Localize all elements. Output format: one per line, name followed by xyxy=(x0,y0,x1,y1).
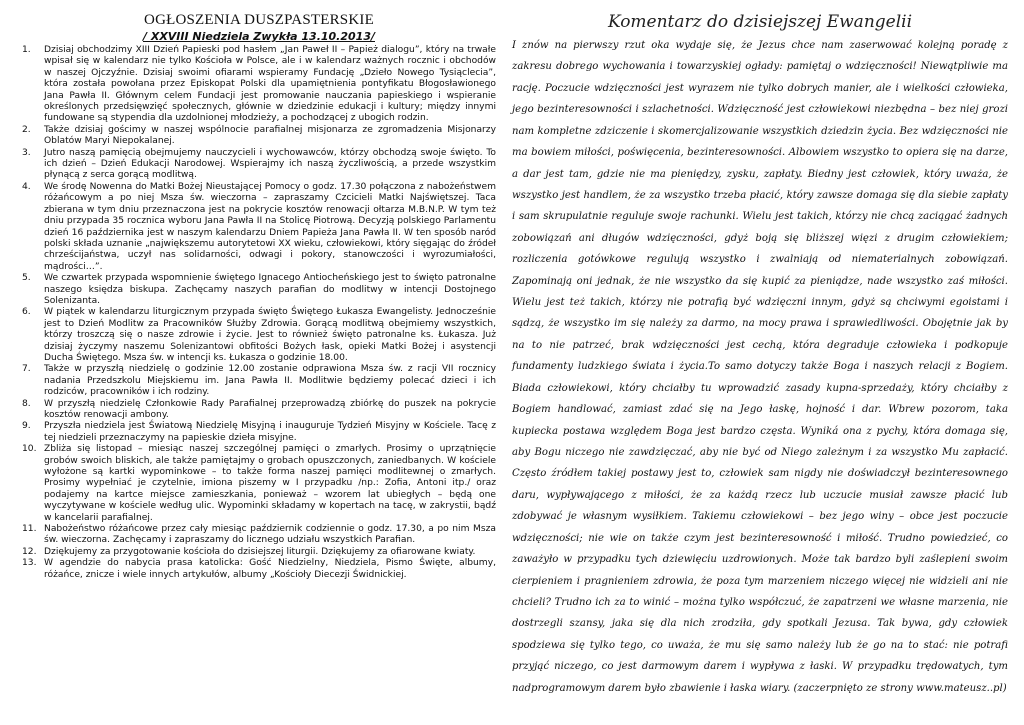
announcement-item xyxy=(22,125,496,148)
announcement-item xyxy=(22,307,496,364)
announcement-text: Przyszła niedziela jest Światową Niedzielę Misyjną i inauguruje Tydzień Misyjny w Kościele. Tacę z tej niedzieli przeznaczymy na papieskie dzieła misyjne. xyxy=(44,421,496,443)
announcements-column xyxy=(22,8,496,581)
announcement-item xyxy=(22,558,496,581)
commentary-title: Komentarz do dzisiejszej Ewangelii xyxy=(607,12,913,32)
announcement-item xyxy=(22,364,496,398)
announcement-item xyxy=(22,547,496,558)
announcement-number: 4. xyxy=(22,181,31,192)
announcement-text: We środę Nowenna do Matki Bożej Nieustającej Pomocy o godz. 17.30 połączona z nabożeństwem różańcowym a po niej Msza św. wieczorna – zapraszamy Czcicieli Matki Najświętszej. Taca zbierana w tym dniu przeznaczona jest na pokrycie kosztów renowacji ołtarza M.B.N.P. W tym też dniu przypada 35 rocznica wyboru Jana Pawła II na Stolicę Piotrową. Decyzją polskiego Parlamentu dzień 16 października jest w naszym kalendarzu Dniem Papieża Jana Pawła II. W ten sposób naród polski składa uznanie „największemu autorytetowi XX wieku, człowiekowi, który sięgając do źródeł chrześcijaństwa, uczył nas solidarności, odwagi i pokory, stanowczości i wyrozumiałości, mądrości…”. xyxy=(44,181,496,272)
announcements-title: OGŁOSZENIA DUSZPASTERSKIE xyxy=(144,12,374,28)
announcements-list xyxy=(22,45,496,581)
announcement-number: 3. xyxy=(22,147,31,158)
announcement-text: Także dzisiaj gościmy w naszej wspólnocie parafialnej misjonarza ze zgromadzenia Misjonarzy Oblatów Maryi Niepokalanej. xyxy=(44,124,496,147)
announcement-number: 8. xyxy=(22,398,31,409)
announcement-item xyxy=(22,273,496,307)
announcement-text: W agendzie do nabycia prasa katolicka: Gość Niedzielny, Niedziela, Pismo Święte, albumy, różańce, znicze i wiele innych artykułów, albumy „Kościoły Diecezji Świdnickiej. xyxy=(44,558,496,580)
announcement-item xyxy=(22,444,496,524)
announcement-number: 12. xyxy=(22,546,37,557)
announcements-subtitle: / XXVIII Niedziela Zwykła 13.10.2013/ xyxy=(142,30,375,43)
announcement-number: 11. xyxy=(22,524,37,535)
announcement-number: 6. xyxy=(22,307,31,318)
announcement-number: 5. xyxy=(22,273,31,284)
commentary-body: I znów na pierwszy rzut oka wydaje się, że Jezus chce nam zaserwować kolejną poradę z zakresu dobrego wychowania i towarzyskiej ogłady: pamiętaj o wdzięczności! Niewątpliwie ma rację. Poczucie wdzięczności jest wyrazem nie tylko dobrych manier, ale i wielkości człowieka, jego bezinteresowności i szlachetności. Wdzięczność jest człowiekowi niezbędna – bez niej grozi nam kompletne zdziczenie i skomercjalizowanie wszystkich dziedzin życia. Bez wdzięczności nie ma bowiem miłości, poświęcenia, bezinteresowności. Albowiem wszystko to opiera się na darze, a dar jest tam, gdzie nie ma pieniędzy, zysku, zapłaty. Biedny jest człowiek, który uważa, że wszystko jest handlem, że za wszystko trzeba płacić, który zawsze domaga się dla siebie zapłaty i sam skrupulatnie reguluje swoje rachunki. Wielu jest takich, którzy nie chcą zaciągać żadnych zobowiązań ani długów wdzięczności, gdyż boją się bliższej więzi z drugim człowiekiem; rozliczenia gotówkowe regulują wszystko i zwalniają od niematerialnych zobowiązań. Zapominają oni jednak, że nie wszystko da się kupić za pieniądze, nade wszystko zaś miłości. Wielu jest też takich, którzy nie potrafią być wdzięczni innym, gdyż są chciwymi egoistami i sądzą, że wszystko im się należy za darmo, na mocy prawa i sprawiedliwości. Obojętnie jak by na to nie patrzeć, brak wdzięczności jest cechą, która degraduje człowieka i podkopuje fundamenty ludzkiego świata i życia.To samo dotyczy także Boga i naszych relacji z Bogiem. Biada człowiekowi, który chciałby tu wprowadzić zasady kupna-sprzedaży, który chciałby z Bogiem handlować, zamiast zdać się na Jego łaskę, hojność i dar. Wbrew pozorom, taka kupiecka postawa względem Boga jest bardzo częsta. Wyniká ona z pychy, która domaga się, aby Bogu niczego nie zawdzięczać, aby nie być od Niego zależnym i za wszystko Mu zapłacić. Często źródłem takiej postawy jest to, człowiek sam nigdy nie doświadczył bezinteresownego daru, wypływającego z miłości, że za każdą rzecz lub uczucie musiał zawsze płacić lub zdobywać je własnym wysiłkiem. Takiemu człowiekowi – bez jego winy – obce jest poczucie wdzięczności; nie wie on także czym jest bezinteresowność i miłość. Trudno powiedzieć, co zaważyło w przypadku tych dziewięciu uzdrowionych. Może tak bardzo byli zaślepieni swoim cierpieniem i pragnieniem zdrowia, że poza tym marzeniem niczego więcej nie widzieli ani nie chcieli? Trudno ich za to winić – można tylko współczuć, że zapatrzeni we własne marzenia, nie dostrzegli szansy, jaka się dla nich zrodziła, gdy spotkali Jezusa. Tak bywa, gdy człowiek spodziewa się tylko tego, co uważa, że mu się samo należy lub że go na to stać: nie potrafi przyjąć niczego, co jest darmowym darem i wypływa z łaski. W przypadku trędowatych, tym nadprogramowym darem było zbawienie i łaska wiary. (zaczerpnięto ze strony www.mateusz..pl) xyxy=(512,40,1008,694)
announcement-text: Zbliża się listopad – miesiąc naszej szczególnej pamięci o zmarłych. Prosimy o uprzątnięcie grobów swoich bliskich, ale także pamiętajmy o grobach opuszczonych, zaniedbanych. W kościele wyłożone są kartki wypominkowe – to także forma naszej pamięci modlitewnej o zmarłych. Prosimy wypełniać je czytelnie, imiona piszemy w I przypadku /np.: Zofia, Antoni itp./ oraz podajemy na kartce miejsce zamieszkania, ponieważ – wzorem lat ubiegłych – będą one wyczytywane w kościele według ulic. Wypominki składamy w kopertach na tacę, w zakrystii, bądź w kancelarii parafialnej. xyxy=(44,444,496,523)
announcement-number: 10. xyxy=(22,444,37,455)
announcement-item xyxy=(22,182,496,273)
announcement-item xyxy=(22,148,496,182)
announcement-text: Dziękujemy za przygotowanie kościoła do dzisiejszej liturgii. Dziękujemy za ofiarowane kwiaty. xyxy=(44,546,476,557)
announcement-number: 13. xyxy=(22,558,37,569)
commentary-column xyxy=(512,8,1008,699)
announcement-text: W piątek w kalendarzu liturgicznym przypada święto Świętego Łukasza Ewangelisty. Jednocześnie jest to Dzień Modlitw za Pracowników Służby Zdrowia. Gorącą modlitwą obejmiemy wszystkich, którzy troszczą się o nasze zdrowie i życie. Jest to również święto patronalne ks. Łukasza. Już dzisiaj życzymy naszemu Solenizantowi obfitości Bożych łask, opieki Matki Bożej i asystencji Ducha Świętego. Msza św. w intencji ks. Łukasza o godzinie 18.00. xyxy=(44,307,496,363)
announcement-item xyxy=(22,45,496,125)
announcement-number: 1. xyxy=(22,45,31,55)
announcement-text: We czwartek przypada wspomnienie świętego Ignacego Antiocheńskiego jest to święto patronalne naszego księdza biskupa. Zachęcamy naszych parafian do modlitwy w intencji Dostojnego Solenizanta. xyxy=(44,273,496,306)
announcement-item xyxy=(22,524,496,547)
announcement-item xyxy=(22,399,496,422)
announcement-number: 9. xyxy=(22,421,31,432)
announcement-number: 7. xyxy=(22,364,31,375)
announcement-text: Dzisiaj obchodzimy XIII Dzień Papieski pod hasłem „Jan Paweł II – Papież dialogu”, który na trwałe wpisał się w kalendarz nie tylko Kościoła w Polsce, ale i w kalendarz ważnych rocznic i obchodów w naszej Ojczyźnie. Dzisiaj swoimi ofiarami wspieramy Fundację „Dzieło Nowego Tysiąclecia”, która została powołana przez Episkopat Polski dla upamiętnienia pontyfikatu Błogosławionego Jana Pawła II. Głównym celem Fundacji jest promowanie nauczania papieskiego i wspieranie określonych przedsięwzięć społecznych, głównie w dziedzinie edukacji i kultury; między innymi fundowane są stypendia dla uzdolnionej młodzieży, a pochodzącej z ubogich rodzin. xyxy=(44,45,496,124)
announcement-text: W przyszłą niedzielę Członkowie Rady Parafialnej przeprowadzą zbiórkę do puszek na pokrycie kosztów renowacji ambony. xyxy=(44,398,496,420)
announcement-text: Także w przyszłą niedzielę o godzinie 12.00 zostanie odprawiona Msza św. z racji VII rocznicy nadania Przedszkolu Miejskiemu im. Jana Pawła II. Modlitwie będziemy polecać dzieci i ich rodziców, pracowników i ich rodziny. xyxy=(44,364,496,398)
announcement-number: 2. xyxy=(22,124,31,135)
announcement-text: Jutro naszą pamięcią obejmujemy nauczycieli i wychowawców, którzy obchodzą swoje święto. To ich dzień – Dzień Edukacji Narodowej. Wspierajmy ich naszą życzliwością, a przede wszystkim płynącą z serca gorącą modlitwą. xyxy=(44,147,496,181)
announcement-item xyxy=(22,421,496,444)
announcement-text: Nabożeństwo różańcowe przez cały miesiąc październik codziennie o godz. 17.30, a po nim Msza św. wieczorna. Zachęcamy i zapraszamy do licznego udziału wszystkich Parafian. xyxy=(44,524,496,546)
